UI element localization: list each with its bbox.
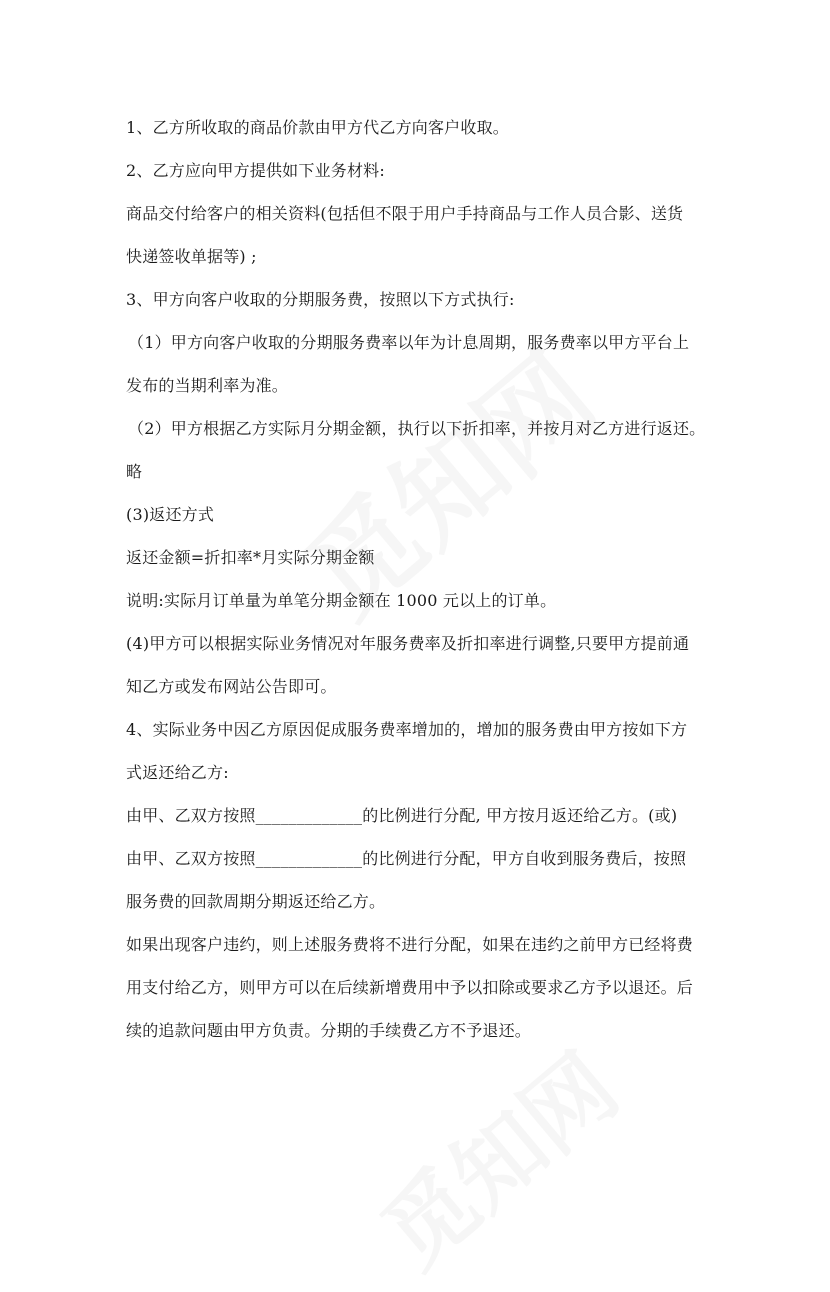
paragraph-line: （1）甲方向客户收取的分期服务费率以年为计息周期，服务费率以甲方平台上 <box>128 333 690 352</box>
watermark <box>350 1018 640 1291</box>
paragraph-line: 用支付给乙方，则甲方可以在后续新增费用中予以扣除或要求乙方予以退还。后 <box>126 978 694 997</box>
paragraph-line: (4)甲方可以根据实际业务情况对年服务费率及折扣率进行调整,只要甲方提前通 <box>126 634 690 653</box>
paragraph-line: 2、乙方应向甲方提供如下业务材料: <box>126 161 385 180</box>
paragraph-line: 续的追款问题由甲方负责。分期的手续费乙方不予退还。 <box>126 1021 532 1040</box>
paragraph-line: (3)返还方式 <box>126 505 215 524</box>
paragraph-line: 4、实际业务中因乙方原因促成服务费率增加的，增加的服务费由甲方按如下方 <box>126 720 688 739</box>
paragraph-line: 由甲、乙双方按照_____________的比例进行分配, 甲方按月返还给乙方。(或) <box>126 806 678 825</box>
paragraph-line: 商品交付给客户的相关资料(包括但不限于用户手持商品与工作人员合影、送货 <box>126 204 684 223</box>
paragraph-line: 知乙方或发布网站公告即可。 <box>126 677 337 696</box>
document-body <box>126 106 711 1052</box>
paragraph-line: 如果出现客户违约，则上述服务费将不进行分配，如果在违约之前甲方已经将费 <box>126 935 694 954</box>
paragraph-line: 由甲、乙双方按照_____________的比例进行分配，甲方自收到服务费后，按照 <box>126 849 687 868</box>
paragraph-line: 说明:实际月订单量为单笔分期金额在 1000 元以上的订单。 <box>126 591 557 610</box>
paragraph-line: 式返还给乙方: <box>126 763 229 782</box>
paragraph-line: （2）甲方根据乙方实际月分期金额，执行以下折扣率，并按月对乙方进行返还。 <box>128 419 706 438</box>
paragraph-line: 服务费的回款周期分期返还给乙方。 <box>126 892 386 911</box>
paragraph-line: 快递签收单据等) ; <box>126 247 257 266</box>
paragraph-line: 返还金额=折扣率*月实际分期金额 <box>126 548 375 567</box>
paragraph-line: 略 <box>126 462 143 481</box>
paragraph-line: 3、甲方向客户收取的分期服务费，按照以下方式执行: <box>126 290 515 309</box>
paragraph-line: 1、乙方所收取的商品价款由甲方代乙方向客户收取。 <box>126 118 509 137</box>
paragraph-line: 发布的当期利率为准。 <box>126 376 289 395</box>
